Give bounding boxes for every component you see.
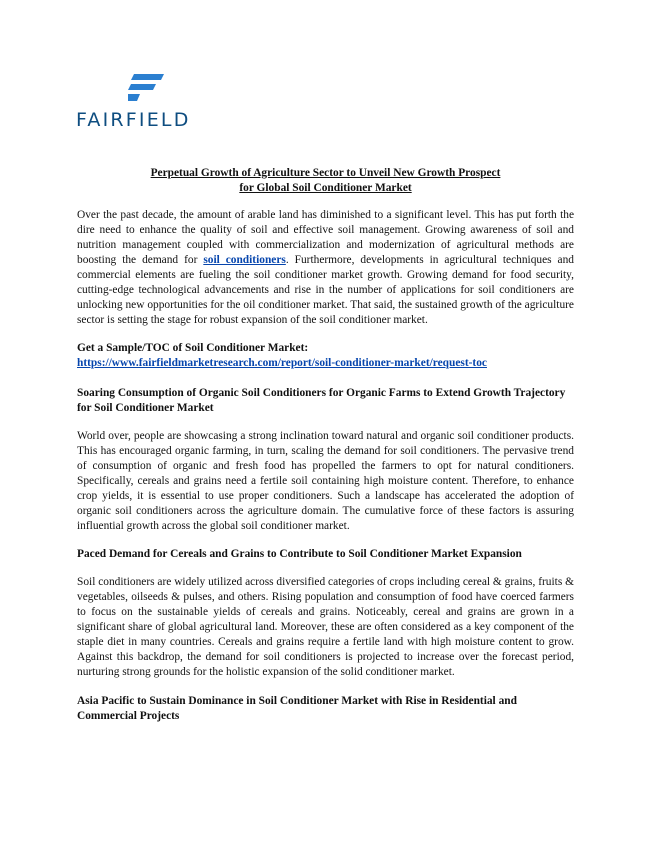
title-line-1: Perpetual Growth of Agriculture Sector to Unveil New Growth Prospect <box>150 167 501 179</box>
intro-text-before-link: Over the past decade, the amount of arable land has diminished to a significant level. This has put forth the dire need to enhance the quality of soil and effective soil management. Growing awareness of soil and nutrition management coupled with commercialization and modernization of agricultural methods are boosting the demand for <box>77 209 574 266</box>
sample-request-link[interactable]: https://www.fairfieldmarketresearch.com/report/soil-conditioner-market/request-toc <box>77 357 487 370</box>
section-body-organic: World over, people are showcasing a strong inclination toward natural and organic soil conditioner products. This has encouraged organic farming, in turn, scaling the demand for soil conditioners. The pervasive trend of consumption of organic and fresh food has propelled the farmers to opt for natural conditioners. Specifically, cereals and grains need a fertile soil containing high moisture content. Therefore, to enhance crop yields, it is essential to use proper conditioners. Such a landscape has accelerated the adoption of organic soil conditioners across the agriculture domain. The cumulative force of these factors is assuring influential growth across the global soil conditioner market. <box>77 430 574 532</box>
sample-label: Get a Sample/TOC of Soil Conditioner Market: <box>77 342 309 355</box>
soil-conditioners-link[interactable]: soil conditioners <box>203 253 286 266</box>
intro-text-after-link: . Furthermore, developments in agricultural techniques and commercial elements are fueling the soil conditioner market growth. Growing demand for food security, cutting-edge technological advancements and rise in the number of applications for soil conditioners are unlocking new opportunities for the oil conditioner market. That said, the sustained growth of the agriculture sector is setting the stage for robust expansion of the soil conditioner market. <box>77 253 574 326</box>
intro-paragraph <box>77 208 574 327</box>
section-body-cereals: Soil conditioners are widely utilized across diversified categories of crops including cereal & grains, fruits & vegetables, oilseeds & pulses, and others. Rising population and consumption of food have coerced farmers to focus on the sustainable yields of cereals and grains. Noticeably, cereal and grains are grown in a significant share of global agricultural land. Moreover, these are often considered as a key component of the staple diet in many countries. Cereals and grains require a fertile land with high moisture content to grow. Against this backdrop, the demand for soil conditioners is projected to increase over the forecast period, nurturing strong grounds for the holistic expansion of the solid conditioner market. <box>77 576 574 678</box>
fairfield-logo <box>76 74 216 132</box>
section-heading-cereals: Paced Demand for Cereals and Grains to Contribute to Soil Conditioner Market Expansion <box>77 548 522 561</box>
document-title <box>77 166 574 195</box>
section-heading-organic: Soaring Consumption of Organic Soil Conditioners for Organic Farms to Extend Growth Trajectory for Soil Conditioner Market <box>77 387 566 415</box>
sample-request-block <box>77 341 574 371</box>
section-heading-asia-pacific: Asia Pacific to Sustain Dominance in Soil Conditioner Market with Rise in Residential and Commercial Projects <box>77 694 517 722</box>
document-body <box>77 166 574 736</box>
title-line-2: for Global Soil Conditioner Market <box>239 181 412 194</box>
fairfield-logo-text: FAIRFIELD <box>76 109 191 131</box>
fairfield-logo-mark-icon <box>128 74 164 104</box>
